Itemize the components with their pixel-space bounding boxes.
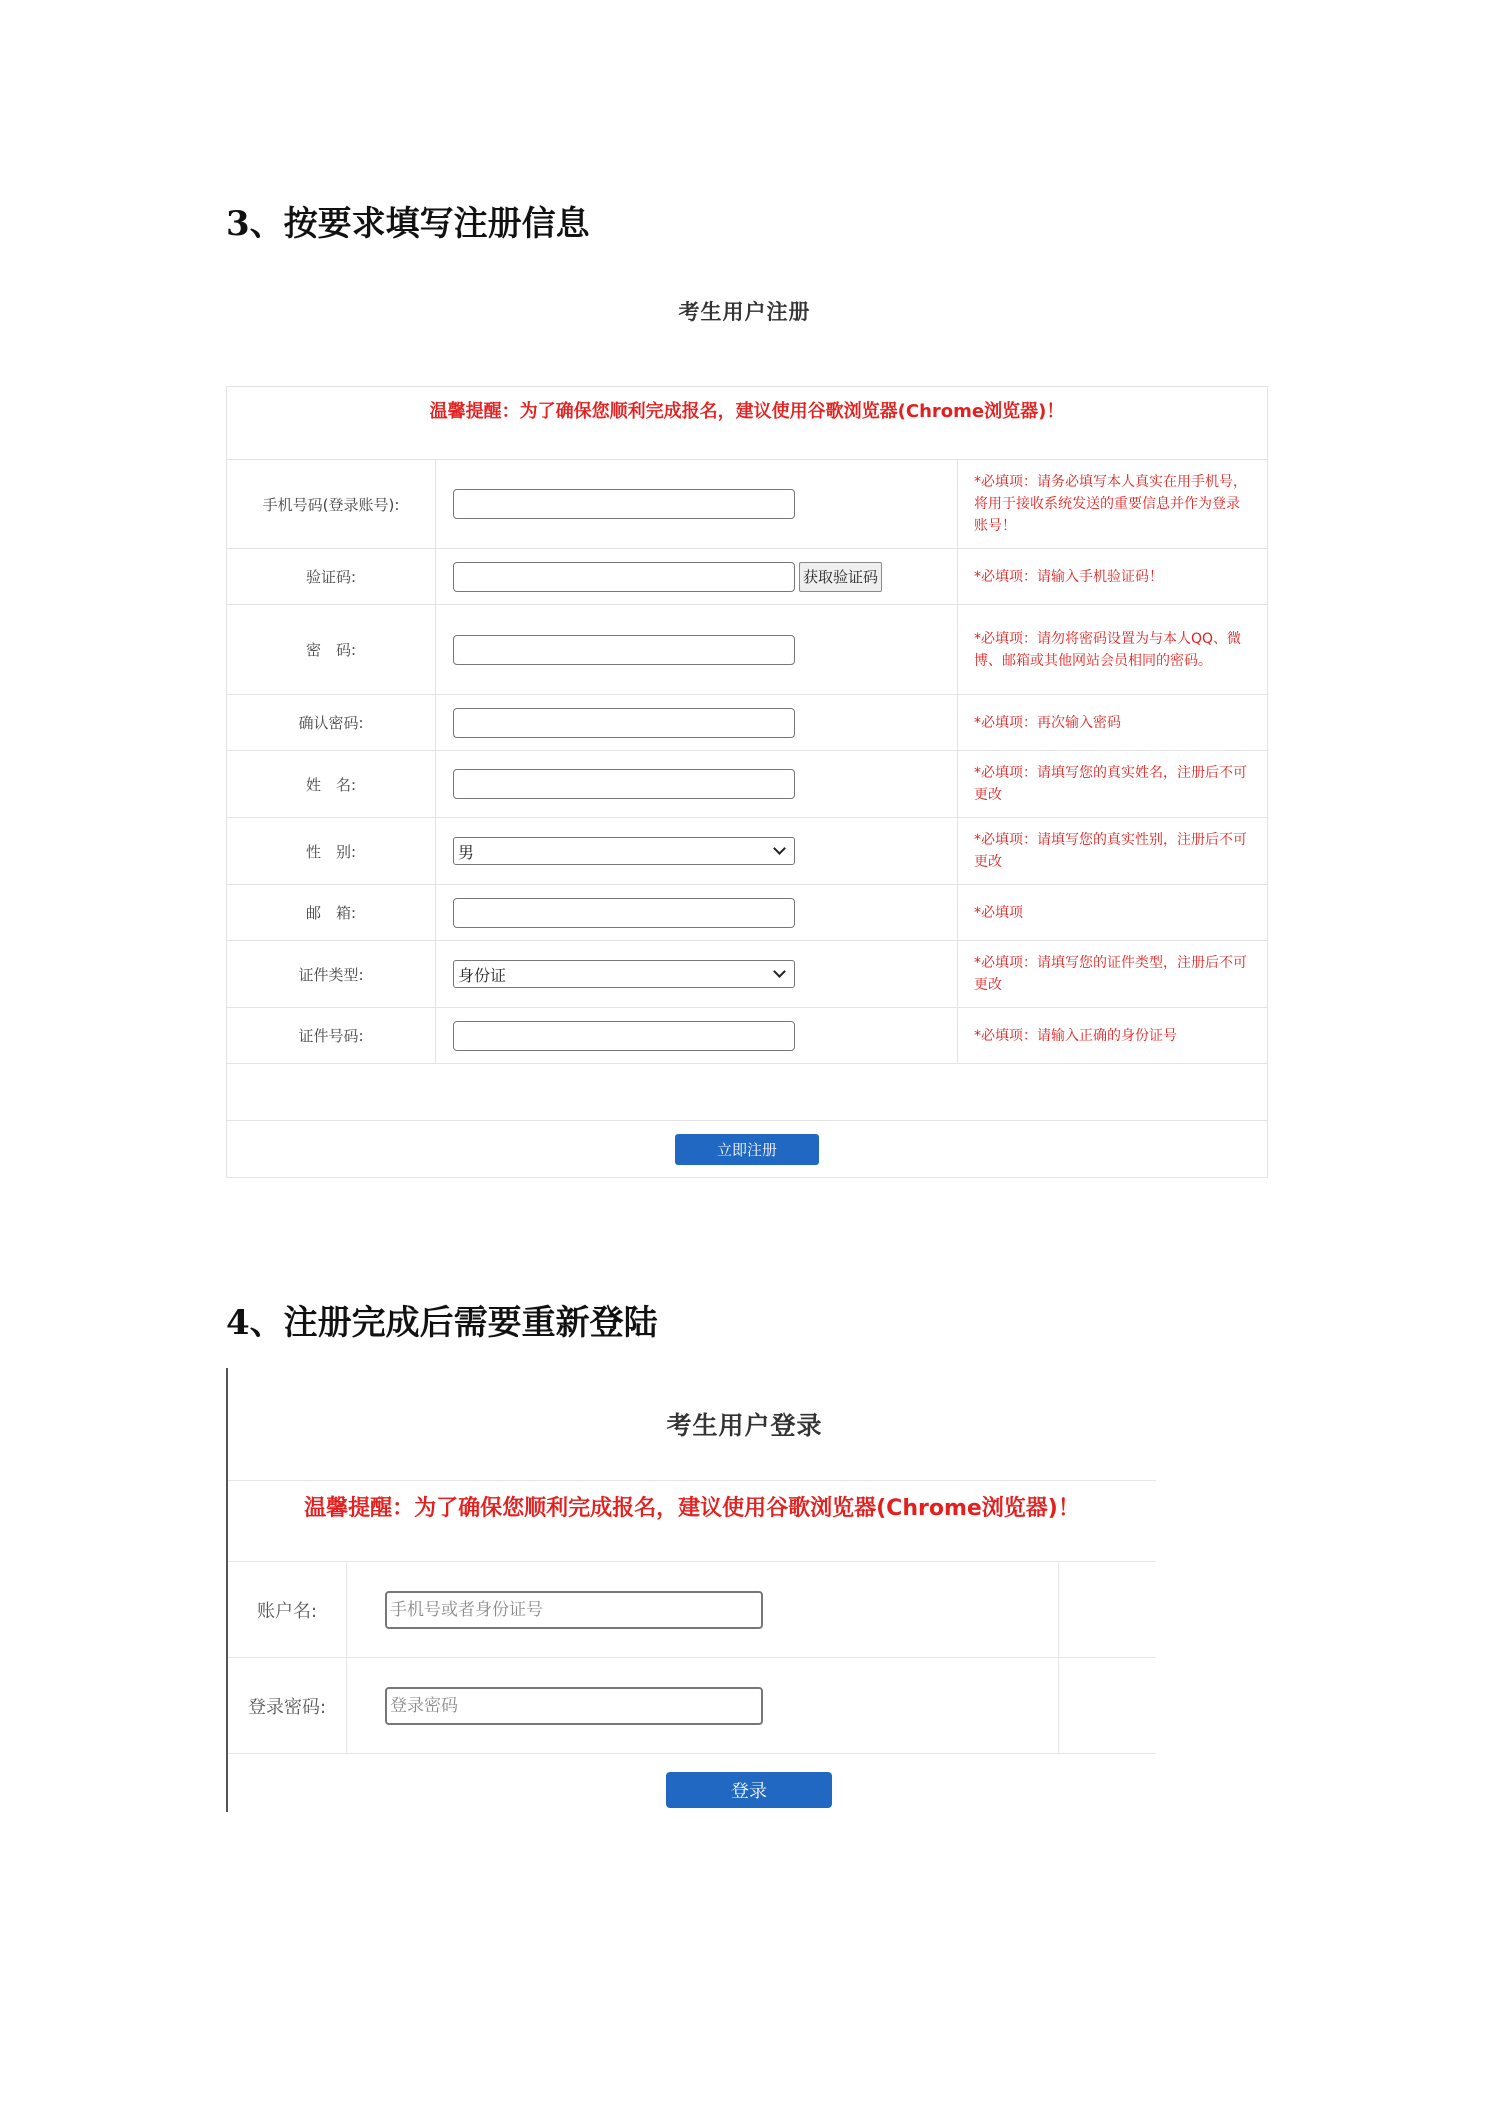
login-form bbox=[228, 1562, 1156, 1754]
id-type-input-cell bbox=[436, 941, 958, 1007]
form-row-name bbox=[227, 751, 1267, 818]
phone-input-cell bbox=[436, 460, 958, 548]
captcha-input[interactable] bbox=[453, 562, 795, 592]
login-password-input[interactable] bbox=[385, 1687, 763, 1725]
step4-heading: 4、注册完成后需要重新登陆 bbox=[226, 1303, 658, 1343]
login-button[interactable]: 登录 bbox=[666, 1772, 832, 1808]
phone-input[interactable] bbox=[453, 489, 795, 519]
registration-browser-warning: 温馨提醒：为了确保您顺利完成报名，建议使用谷歌浏览器(Chrome浏览器)！ bbox=[227, 387, 1267, 460]
phone-hint: *必填项：请务必填写本人真实在用手机号，将用于接收系统发送的重要信息并作为登录账号！ bbox=[974, 474, 1247, 534]
email-label: 邮 箱: bbox=[227, 885, 436, 940]
captcha-input-cell bbox=[436, 549, 958, 604]
confirm-password-input-cell bbox=[436, 695, 958, 750]
form-row-id-type bbox=[227, 941, 1267, 1008]
id-number-input-cell bbox=[436, 1008, 958, 1063]
confirm-password-hint: *必填项：再次输入密码 bbox=[974, 714, 1121, 731]
form-empty-row bbox=[227, 1064, 1267, 1121]
form-row-email bbox=[227, 885, 1267, 941]
id-number-input[interactable] bbox=[453, 1021, 795, 1051]
captcha-hint: *必填项：请输入手机验证码！ bbox=[974, 568, 1163, 585]
account-input[interactable] bbox=[385, 1591, 763, 1629]
get-sms-code-button[interactable]: 获取验证码 bbox=[799, 562, 882, 592]
captcha-label: 验证码: bbox=[227, 549, 436, 604]
password-label: 密 码: bbox=[227, 605, 436, 694]
id-type-label: 证件类型: bbox=[227, 941, 436, 1007]
password-input[interactable] bbox=[453, 635, 795, 665]
id-number-label: 证件号码: bbox=[227, 1008, 436, 1063]
form-submit-row bbox=[227, 1121, 1267, 1177]
register-now-button[interactable]: 立即注册 bbox=[675, 1134, 819, 1165]
name-label: 姓 名: bbox=[227, 751, 436, 817]
form-row-phone bbox=[227, 460, 1267, 549]
chevron-down-icon bbox=[773, 842, 786, 855]
login-title: 考生用户登录 bbox=[666, 1411, 823, 1440]
gender-select[interactable] bbox=[453, 837, 795, 865]
email-input-cell bbox=[436, 885, 958, 940]
name-input-cell bbox=[436, 751, 958, 817]
form-row-password bbox=[227, 605, 1267, 695]
password-input-cell bbox=[436, 605, 958, 694]
chevron-down-icon bbox=[773, 965, 786, 978]
registration-form bbox=[226, 386, 1268, 1178]
gender-label: 性 别: bbox=[227, 818, 436, 884]
registration-title: 考生用户注册 bbox=[678, 300, 811, 324]
id-number-hint: *必填项：请输入正确的身份证号 bbox=[974, 1027, 1177, 1044]
phone-label: 手机号码(登录账号): bbox=[227, 460, 436, 548]
email-hint: *必填项 bbox=[974, 904, 1023, 921]
form-row-id-number bbox=[227, 1008, 1267, 1064]
form-row-gender bbox=[227, 818, 1267, 885]
gender-input-cell bbox=[436, 818, 958, 884]
id-type-selected-value: 身份证 bbox=[458, 965, 507, 985]
login-row-password bbox=[228, 1658, 1156, 1754]
step3-heading: 3、按要求填写注册信息 bbox=[226, 204, 590, 244]
confirm-password-label: 确认密码: bbox=[227, 695, 436, 750]
email-input[interactable] bbox=[453, 898, 795, 928]
password-hint: *必填项：请勿将密码设置为与本人QQ、微博、邮箱或其他网站会员相同的密码。 bbox=[974, 630, 1242, 669]
login-row-account bbox=[228, 1562, 1156, 1658]
gender-hint: *必填项：请填写您的真实性别，注册后不可更改 bbox=[974, 832, 1247, 870]
confirm-password-input[interactable] bbox=[453, 708, 795, 738]
account-label: 账户名: bbox=[228, 1562, 347, 1657]
name-hint: *必填项：请填写您的真实姓名，注册后不可更改 bbox=[974, 765, 1247, 803]
account-input-cell bbox=[347, 1562, 1059, 1657]
gender-selected-value: 男 bbox=[458, 842, 475, 862]
form-row-captcha bbox=[227, 549, 1267, 605]
form-row-confirm-password bbox=[227, 695, 1267, 751]
name-input[interactable] bbox=[453, 769, 795, 799]
login-password-label: 登录密码: bbox=[228, 1658, 347, 1753]
login-password-input-cell bbox=[347, 1658, 1059, 1753]
login-browser-warning: 温馨提醒：为了确保您顺利完成报名，建议使用谷歌浏览器(Chrome浏览器)！ bbox=[228, 1480, 1156, 1562]
id-type-select[interactable] bbox=[453, 960, 795, 988]
id-type-hint: *必填项：请填写您的证件类型，注册后不可更改 bbox=[974, 955, 1247, 993]
